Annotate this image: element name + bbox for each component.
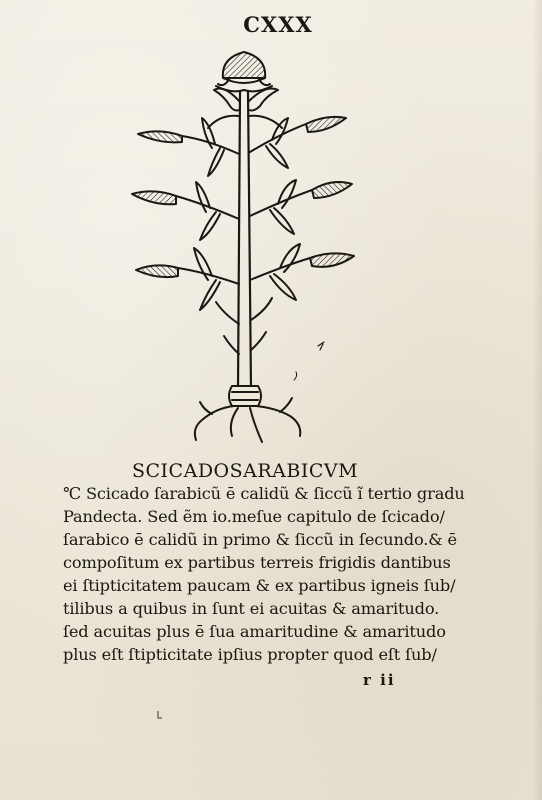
text-line: compoſitum ex partibus terreis frigidis dantibus (63, 553, 451, 572)
stray-ink-mark (156, 710, 164, 720)
woodcut-plant-icon (120, 44, 370, 454)
text-line: plus eſt ſtipticitate ipſius propter quod eſt ſub/ (63, 645, 437, 664)
text-line: ſed acuitas plus ē ſua amaritudine & amaritudo (63, 622, 446, 641)
flower-head (216, 52, 272, 91)
text-line: ſarabico ē calidũ in primo & ſiccũ in ſecundo.& ē (63, 530, 457, 549)
text-line: ei ſtipticitatem paucam & ex partibus igneis ſub/ (63, 576, 456, 595)
plant-roots (195, 386, 300, 442)
text-line: Pandecta. Sed ẽm io.meſue capitulo de ſcicado/ (63, 507, 445, 526)
text-line: ℃ Scicado ſarabicũ ē calidũ & ſiccũ ĩ tertio gradu (63, 484, 465, 503)
section-heading: SCICADOSARABICVM (132, 460, 359, 482)
body-text (63, 482, 463, 666)
folio-number: CXXX (243, 12, 313, 37)
page-edge-shadow (532, 0, 542, 800)
signature-mark: r ii (363, 671, 396, 689)
text-line: tilibus a quibus in ſunt ei acuitas & amaritudo. (63, 599, 440, 618)
